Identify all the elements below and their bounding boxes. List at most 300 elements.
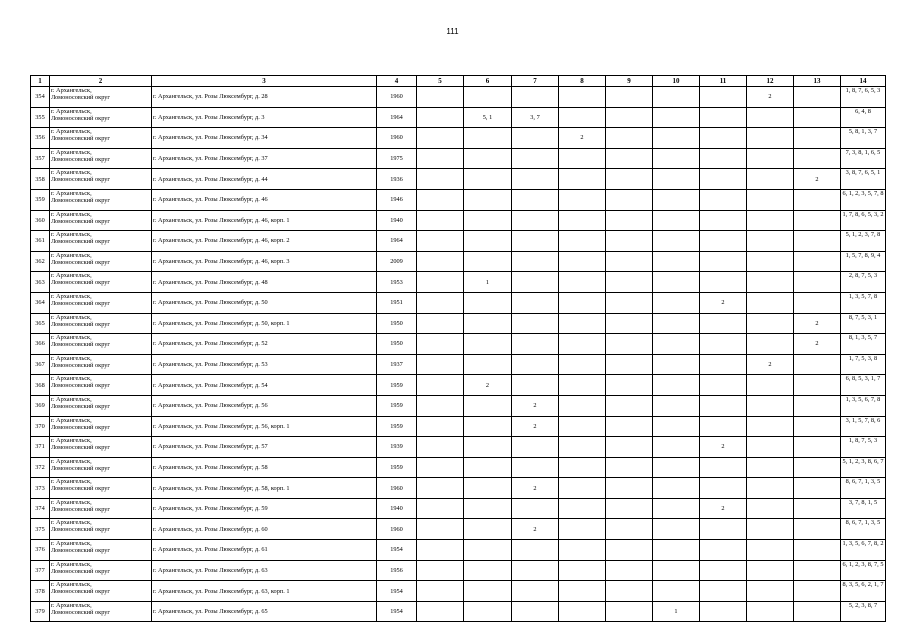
value-cell-col-12: 2 <box>747 87 794 108</box>
district-cell <box>50 519 152 540</box>
district-line: Ломоносовский округ <box>51 299 111 307</box>
row-number: 362 <box>31 251 50 272</box>
year-cell: 1950 <box>377 334 417 355</box>
year-cell: 1960 <box>377 478 417 499</box>
value-cell-col-13 <box>794 189 841 210</box>
codes-cell: 3, 8, 7, 6, 5, 1 <box>841 169 886 190</box>
value-cell-col-12 <box>747 334 794 355</box>
value-cell-col-7: 2 <box>512 519 559 540</box>
value-cell-col-10 <box>653 334 700 355</box>
value-cell-col-10 <box>653 560 700 581</box>
value-cell-col-6 <box>464 210 512 231</box>
codes-cell: 1, 8, 7, 5, 3 <box>841 437 886 458</box>
value-cell-col-6 <box>464 313 512 334</box>
codes-cell: 6, 4, 8 <box>841 107 886 128</box>
value-cell-col-13 <box>794 128 841 149</box>
value-cell-col-6 <box>464 87 512 108</box>
row-number: 358 <box>31 169 50 190</box>
value-cell-col-11 <box>700 519 747 540</box>
value-cell-col-6 <box>464 478 512 499</box>
district-line: г. Архангельск, <box>51 148 92 156</box>
row-number: 376 <box>31 540 50 561</box>
codes-cell: 1, 7, 5, 3, 8 <box>841 354 886 375</box>
codes-cell: 1, 5, 7, 8, 9, 4 <box>841 251 886 272</box>
page-number: 111 <box>446 27 459 36</box>
year-cell: 1959 <box>377 457 417 478</box>
value-cell-col-9 <box>606 519 653 540</box>
value-cell-col-13 <box>794 601 841 622</box>
table-row <box>31 148 886 169</box>
address-cell: г. Архангельск, ул. Розы Люксембург, д. 3 <box>152 107 377 128</box>
value-cell-col-9 <box>606 169 653 190</box>
year-cell: 1959 <box>377 375 417 396</box>
value-cell-col-10 <box>653 128 700 149</box>
value-cell-col-13 <box>794 416 841 437</box>
value-cell-col-5 <box>417 601 464 622</box>
value-cell-col-8 <box>559 498 606 519</box>
row-number: 372 <box>31 457 50 478</box>
table-row <box>31 251 886 272</box>
value-cell-col-6: 2 <box>464 375 512 396</box>
value-cell-col-13 <box>794 437 841 458</box>
value-cell-col-9 <box>606 148 653 169</box>
year-cell: 1960 <box>377 128 417 149</box>
district-cell <box>50 416 152 437</box>
value-cell-col-12 <box>747 457 794 478</box>
value-cell-col-10 <box>653 457 700 478</box>
value-cell-col-7 <box>512 210 559 231</box>
value-cell-col-5 <box>417 210 464 231</box>
value-cell-col-13 <box>794 354 841 375</box>
district-line: Ломоносовский округ <box>51 361 111 369</box>
value-cell-col-6 <box>464 519 512 540</box>
value-cell-col-5 <box>417 395 464 416</box>
value-cell-col-8 <box>559 581 606 602</box>
district-cell <box>50 498 152 519</box>
district-cell <box>50 601 152 622</box>
address-cell: г. Архангельск, ул. Розы Люксембург, д. 58 <box>152 457 377 478</box>
row-number: 373 <box>31 478 50 499</box>
value-cell-col-6 <box>464 251 512 272</box>
row-number: 377 <box>31 560 50 581</box>
value-cell-col-13 <box>794 107 841 128</box>
value-cell-col-8 <box>559 478 606 499</box>
value-cell-col-6 <box>464 169 512 190</box>
district-cell <box>50 87 152 108</box>
value-cell-col-8 <box>559 169 606 190</box>
address-cell: г. Архангельск, ул. Розы Люксембург, д. 46, корп. 2 <box>152 231 377 252</box>
value-cell-col-8 <box>559 560 606 581</box>
district-line: г. Архангельск, <box>51 375 92 383</box>
district-line: Ломоносовский округ <box>51 135 111 143</box>
value-cell-col-9 <box>606 334 653 355</box>
value-cell-col-6 <box>464 231 512 252</box>
value-cell-col-6 <box>464 292 512 313</box>
table-row <box>31 334 886 355</box>
value-cell-col-11 <box>700 210 747 231</box>
value-cell-col-6 <box>464 148 512 169</box>
district-cell <box>50 354 152 375</box>
value-cell-col-9 <box>606 395 653 416</box>
district-line: г. Архангельск, <box>51 540 92 548</box>
col-header-1: 1 <box>31 76 50 87</box>
value-cell-col-7 <box>512 128 559 149</box>
row-number: 366 <box>31 334 50 355</box>
value-cell-col-6 <box>464 437 512 458</box>
value-cell-col-12 <box>747 416 794 437</box>
row-number: 379 <box>31 601 50 622</box>
district-cell <box>50 231 152 252</box>
value-cell-col-5 <box>417 189 464 210</box>
value-cell-col-12 <box>747 581 794 602</box>
value-cell-col-12 <box>747 601 794 622</box>
year-cell: 1964 <box>377 231 417 252</box>
address-cell: г. Архангельск, ул. Розы Люксембург, д. 28 <box>152 87 377 108</box>
value-cell-col-13 <box>794 375 841 396</box>
value-cell-col-9 <box>606 354 653 375</box>
col-header-4: 4 <box>377 76 417 87</box>
year-cell: 2009 <box>377 251 417 272</box>
value-cell-col-5 <box>417 478 464 499</box>
table-row <box>31 189 886 210</box>
value-cell-col-12 <box>747 395 794 416</box>
district-line: г. Архангельск, <box>51 272 92 280</box>
value-cell-col-11 <box>700 540 747 561</box>
value-cell-col-7: 3, 7 <box>512 107 559 128</box>
address-cell: г. Архангельск, ул. Розы Люксембург, д. 54 <box>152 375 377 396</box>
address-cell: г. Архангельск, ул. Розы Люксембург, д. 46, корп. 1 <box>152 210 377 231</box>
value-cell-col-7 <box>512 375 559 396</box>
codes-cell: 1, 3, 5, 7, 8 <box>841 292 886 313</box>
district-cell <box>50 272 152 293</box>
value-cell-col-7 <box>512 87 559 108</box>
year-cell: 1950 <box>377 313 417 334</box>
value-cell-col-8 <box>559 416 606 437</box>
value-cell-col-11 <box>700 395 747 416</box>
district-line: Ломоносовский округ <box>51 94 111 101</box>
district-line: Ломоносовский округ <box>51 217 111 225</box>
row-number: 367 <box>31 354 50 375</box>
address-cell: г. Архангельск, ул. Розы Люксембург, д. 37 <box>152 148 377 169</box>
district-cell <box>50 478 152 499</box>
value-cell-col-10 <box>653 498 700 519</box>
table-row <box>31 87 886 108</box>
value-cell-col-9 <box>606 437 653 458</box>
year-cell: 1936 <box>377 169 417 190</box>
value-cell-col-13 <box>794 87 841 108</box>
value-cell-col-10 <box>653 313 700 334</box>
year-cell: 1960 <box>377 519 417 540</box>
value-cell-col-7 <box>512 189 559 210</box>
codes-cell: 5, 1, 2, 3, 7, 8 <box>841 231 886 252</box>
value-cell-col-5 <box>417 581 464 602</box>
district-line: г. Архангельск, <box>51 395 92 403</box>
district-line: г. Архангельск, <box>51 313 92 321</box>
col-header-10: 10 <box>653 76 700 87</box>
value-cell-col-12 <box>747 231 794 252</box>
district-line: г. Архангельск, <box>51 128 92 136</box>
col-header-2: 2 <box>50 76 152 87</box>
table-row <box>31 107 886 128</box>
year-cell: 1954 <box>377 601 417 622</box>
district-line: г. Архангельск, <box>51 354 92 362</box>
col-header-13: 13 <box>794 76 841 87</box>
value-cell-col-13: 2 <box>794 169 841 190</box>
value-cell-col-6 <box>464 395 512 416</box>
table-row <box>31 601 886 622</box>
codes-cell: 6, 1, 2, 3, 8, 7, 5 <box>841 560 886 581</box>
district-line: г. Архангельск, <box>51 231 92 239</box>
value-cell-col-7 <box>512 560 559 581</box>
value-cell-col-11 <box>700 354 747 375</box>
value-cell-col-11 <box>700 478 747 499</box>
district-cell <box>50 210 152 231</box>
value-cell-col-9 <box>606 581 653 602</box>
value-cell-col-5 <box>417 292 464 313</box>
value-cell-col-10 <box>653 292 700 313</box>
value-cell-col-12 <box>747 437 794 458</box>
value-cell-col-8 <box>559 210 606 231</box>
value-cell-col-10 <box>653 251 700 272</box>
year-cell: 1959 <box>377 416 417 437</box>
col-header-3: 3 <box>152 76 377 87</box>
district-line: Ломоносовский округ <box>51 547 111 555</box>
row-number: 354 <box>31 87 50 108</box>
value-cell-col-12 <box>747 540 794 561</box>
district-line: г. Архангельск, <box>51 519 92 527</box>
year-cell: 1975 <box>377 148 417 169</box>
value-cell-col-6 <box>464 334 512 355</box>
value-cell-col-8 <box>559 107 606 128</box>
col-header-11: 11 <box>700 76 747 87</box>
address-cell: г. Архангельск, ул. Розы Люксембург, д. 63 <box>152 560 377 581</box>
district-line: Ломоносовский округ <box>51 238 111 246</box>
year-cell: 1953 <box>377 272 417 293</box>
col-header-14: 14 <box>841 76 886 87</box>
value-cell-col-7 <box>512 334 559 355</box>
value-cell-col-13 <box>794 457 841 478</box>
table-row <box>31 581 886 602</box>
value-cell-col-12 <box>747 148 794 169</box>
value-cell-col-6 <box>464 498 512 519</box>
value-cell-col-8 <box>559 148 606 169</box>
district-line: Ломоносовский округ <box>51 588 111 596</box>
table-row <box>31 478 886 499</box>
value-cell-col-13 <box>794 231 841 252</box>
value-cell-col-9 <box>606 210 653 231</box>
row-number: 361 <box>31 231 50 252</box>
value-cell-col-11 <box>700 560 747 581</box>
codes-cell: 5, 1, 2, 3, 8, 6, 7 <box>841 457 886 478</box>
table-row <box>31 313 886 334</box>
value-cell-col-5 <box>417 375 464 396</box>
table-body <box>31 87 886 622</box>
value-cell-col-13 <box>794 581 841 602</box>
value-cell-col-7 <box>512 292 559 313</box>
value-cell-col-10 <box>653 169 700 190</box>
value-cell-col-5 <box>417 169 464 190</box>
value-cell-col-9 <box>606 251 653 272</box>
district-line: г. Архангельск, <box>51 478 92 486</box>
district-cell <box>50 334 152 355</box>
value-cell-col-10 <box>653 375 700 396</box>
district-line: г. Архангельск, <box>51 251 92 259</box>
table-row <box>31 354 886 375</box>
value-cell-col-7 <box>512 601 559 622</box>
table-row <box>31 128 886 149</box>
codes-cell: 6, 1, 2, 3, 5, 7, 8 <box>841 189 886 210</box>
codes-cell: 1, 3, 5, 6, 7, 8, 2 <box>841 540 886 561</box>
value-cell-col-8 <box>559 519 606 540</box>
value-cell-col-12 <box>747 498 794 519</box>
year-cell: 1959 <box>377 395 417 416</box>
value-cell-col-13: 2 <box>794 313 841 334</box>
district-line: г. Архангельск, <box>51 107 92 115</box>
value-cell-col-8 <box>559 313 606 334</box>
value-cell-col-11 <box>700 375 747 396</box>
value-cell-col-12 <box>747 251 794 272</box>
value-cell-col-11 <box>700 231 747 252</box>
district-cell <box>50 169 152 190</box>
address-cell: г. Архангельск, ул. Розы Люксембург, д. 53 <box>152 354 377 375</box>
year-cell: 1960 <box>377 87 417 108</box>
value-cell-col-12 <box>747 189 794 210</box>
value-cell-col-13 <box>794 292 841 313</box>
value-cell-col-12: 2 <box>747 354 794 375</box>
value-cell-col-10 <box>653 189 700 210</box>
value-cell-col-10 <box>653 272 700 293</box>
value-cell-col-8 <box>559 354 606 375</box>
value-cell-col-13 <box>794 251 841 272</box>
district-cell <box>50 251 152 272</box>
table-row <box>31 375 886 396</box>
value-cell-col-9 <box>606 128 653 149</box>
row-number: 365 <box>31 313 50 334</box>
value-cell-col-13 <box>794 395 841 416</box>
address-cell: г. Архангельск, ул. Розы Люксембург, д. 61 <box>152 540 377 561</box>
value-cell-col-10 <box>653 437 700 458</box>
table-row <box>31 519 886 540</box>
district-line: Ломоносовский округ <box>51 464 111 472</box>
codes-cell: 8, 7, 5, 3, 1 <box>841 313 886 334</box>
value-cell-col-6 <box>464 560 512 581</box>
district-cell <box>50 395 152 416</box>
value-cell-col-7 <box>512 540 559 561</box>
codes-cell: 1, 7, 8, 6, 5, 3, 2 <box>841 210 886 231</box>
district-line: г. Архангельск, <box>51 169 92 177</box>
value-cell-col-12 <box>747 375 794 396</box>
value-cell-col-13 <box>794 272 841 293</box>
table-row <box>31 437 886 458</box>
value-cell-col-12 <box>747 107 794 128</box>
row-number: 371 <box>31 437 50 458</box>
row-number: 364 <box>31 292 50 313</box>
year-cell: 1937 <box>377 354 417 375</box>
table-row <box>31 210 886 231</box>
district-cell <box>50 107 152 128</box>
address-cell: г. Архангельск, ул. Розы Люксембург, д. 34 <box>152 128 377 149</box>
district-cell <box>50 457 152 478</box>
value-cell-col-11: 2 <box>700 498 747 519</box>
row-number: 360 <box>31 210 50 231</box>
district-line: г. Архангельск, <box>51 601 92 609</box>
value-cell-col-11 <box>700 313 747 334</box>
value-cell-col-8 <box>559 231 606 252</box>
value-cell-col-8 <box>559 251 606 272</box>
value-cell-col-8: 2 <box>559 128 606 149</box>
value-cell-col-5 <box>417 560 464 581</box>
year-cell: 1939 <box>377 437 417 458</box>
district-line: Ломоносовский округ <box>51 402 111 410</box>
value-cell-col-8 <box>559 395 606 416</box>
value-cell-col-10 <box>653 519 700 540</box>
address-cell: г. Архангельск, ул. Розы Люксембург, д. 59 <box>152 498 377 519</box>
register-table <box>30 75 886 622</box>
value-cell-col-11 <box>700 189 747 210</box>
value-cell-col-12 <box>747 210 794 231</box>
col-header-5: 5 <box>417 76 464 87</box>
value-cell-col-9 <box>606 416 653 437</box>
value-cell-col-9 <box>606 478 653 499</box>
table-row <box>31 498 886 519</box>
row-number: 356 <box>31 128 50 149</box>
value-cell-col-8 <box>559 272 606 293</box>
value-cell-col-10 <box>653 581 700 602</box>
codes-cell: 8, 1, 3, 5, 7 <box>841 334 886 355</box>
value-cell-col-11: 2 <box>700 292 747 313</box>
value-cell-col-12 <box>747 169 794 190</box>
address-cell: г. Архангельск, ул. Розы Люксембург, д. 46, корп. 3 <box>152 251 377 272</box>
district-line: Ломоносовский округ <box>51 258 111 266</box>
row-number: 369 <box>31 395 50 416</box>
district-line: Ломоносовский округ <box>51 176 111 184</box>
row-number: 378 <box>31 581 50 602</box>
codes-cell: 1, 8, 7, 6, 5, 3 <box>841 87 886 108</box>
district-line: Ломоносовский округ <box>51 341 111 349</box>
value-cell-col-9 <box>606 498 653 519</box>
address-cell: г. Архангельск, ул. Розы Люксембург, д. 50 <box>152 292 377 313</box>
value-cell-col-11 <box>700 169 747 190</box>
district-line: г. Архангельск, <box>51 334 92 342</box>
value-cell-col-5 <box>417 437 464 458</box>
value-cell-col-13 <box>794 148 841 169</box>
table-row <box>31 169 886 190</box>
row-number: 363 <box>31 272 50 293</box>
value-cell-col-6 <box>464 601 512 622</box>
value-cell-col-8 <box>559 87 606 108</box>
value-cell-col-11 <box>700 107 747 128</box>
district-cell <box>50 189 152 210</box>
value-cell-col-8 <box>559 334 606 355</box>
value-cell-col-11 <box>700 457 747 478</box>
district-line: г. Архангельск, <box>51 292 92 300</box>
value-cell-col-5 <box>417 519 464 540</box>
value-cell-col-8 <box>559 375 606 396</box>
value-cell-col-7 <box>512 437 559 458</box>
value-cell-col-12 <box>747 560 794 581</box>
value-cell-col-12 <box>747 519 794 540</box>
codes-cell: 8, 6, 7, 1, 3, 5 <box>841 478 886 499</box>
value-cell-col-6 <box>464 416 512 437</box>
value-cell-col-5 <box>417 251 464 272</box>
district-line: Ломоносовский округ <box>51 114 111 122</box>
address-cell: г. Архангельск, ул. Розы Люксембург, д. 57 <box>152 437 377 458</box>
value-cell-col-9 <box>606 375 653 396</box>
address-cell: г. Архангельск, ул. Розы Люксембург, д. 63, корп. 1 <box>152 581 377 602</box>
value-cell-col-9 <box>606 560 653 581</box>
row-number: 374 <box>31 498 50 519</box>
address-cell: г. Архангельск, ул. Розы Люксембург, д. 56, корп. 1 <box>152 416 377 437</box>
